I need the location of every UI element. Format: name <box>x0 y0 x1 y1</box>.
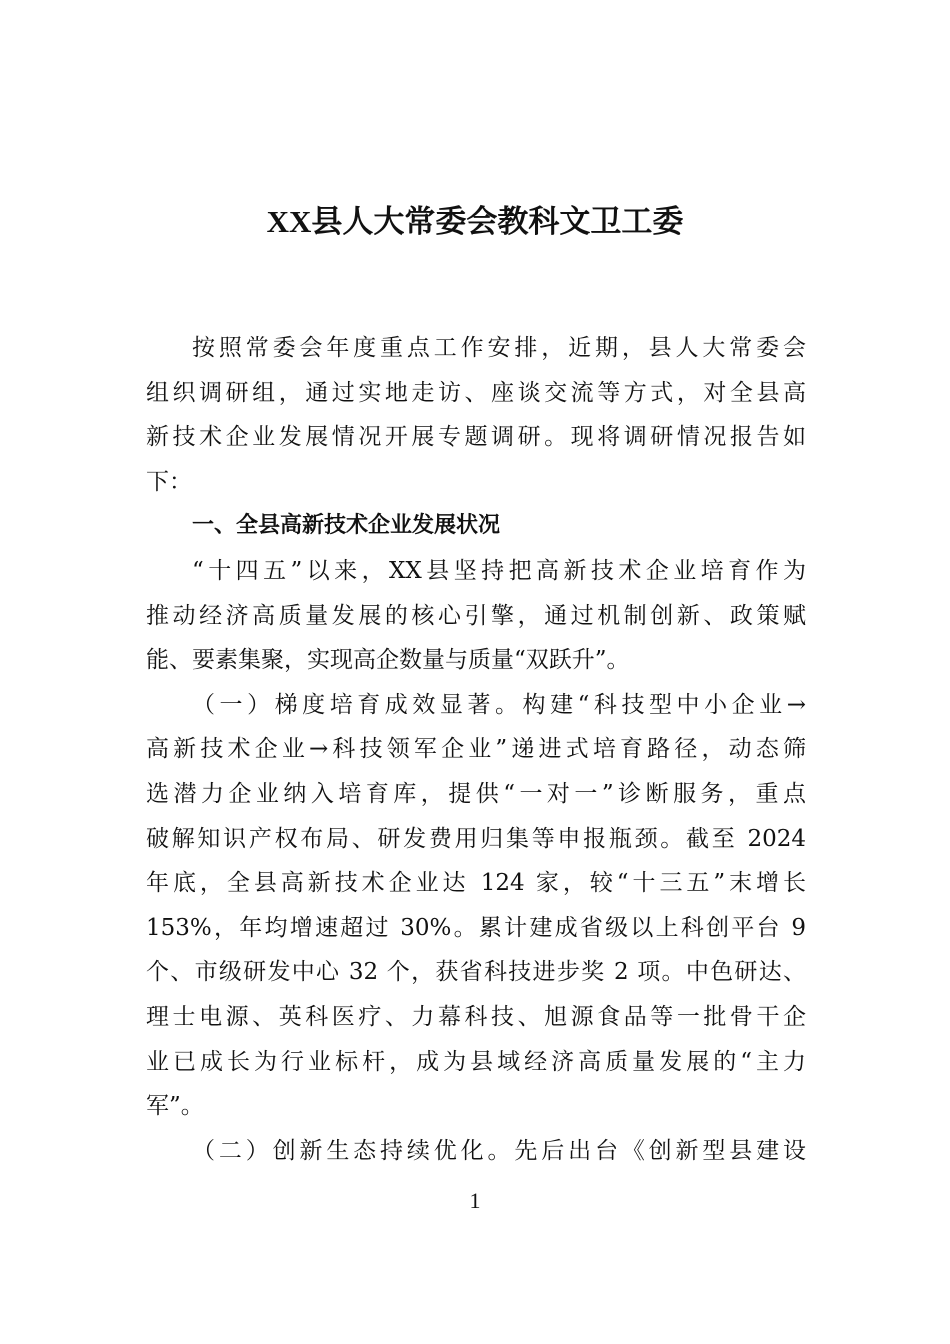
text-line: （二）创新生态持续优化。先后出台《创新型县建设 <box>192 1137 806 1164</box>
text-line: （一）梯度培育成效显著。构建“科技型中小企业→ <box>192 691 806 718</box>
text-line: 选潜力企业纳入培育库，提供“一对一”诊断服务，重点 <box>146 780 806 807</box>
document-body <box>146 326 806 1173</box>
text-line: 军”。 <box>146 1093 204 1120</box>
text-line: 153%，年均增速超过 30%。累计建成省级以上科创平台 9 <box>146 914 806 941</box>
text-line: 高新技术企业→科技领军企业”递进式培育路径，动态筛 <box>146 736 806 763</box>
page-number: 1 <box>469 1188 481 1213</box>
text-line: 按照常委会年度重点工作安排，近期，县人大常委会 <box>192 335 806 361</box>
text-line: 能、要素集聚，实现高企数量与质量“双跃升”。 <box>146 647 630 674</box>
text-line: 理士电源、英科医疗、力幕科技、旭源食品等一批骨干企 <box>146 1003 806 1030</box>
text-line: 业已成长为行业标杆，成为县域经济高质量发展的“主力 <box>146 1048 806 1075</box>
text-line: 破解知识产权布局、研发费用归集等申报瓶颈。截至 2024 <box>146 825 806 852</box>
text-line: 年底，全县高新技术企业达 124 家，较“十三五”末增长 <box>146 870 806 897</box>
section-heading: 一、全县高新技术企业发展状况 <box>192 513 501 539</box>
text-line: “十四五”以来，XX县坚持把高新技术企业培育作为 <box>192 557 806 584</box>
text-line: 新技术企业发展情况开展专题调研。现将调研情况报告如 <box>146 424 806 451</box>
text-line: 下： <box>146 468 192 495</box>
text-line: 个、市级研发中心 32 个，获省科技进步奖 2 项。中色研达、 <box>146 959 806 986</box>
text-line: 推动经济高质量发展的核心引擎，通过机制创新、政策赋 <box>146 602 806 629</box>
document-title: XX县人大常委会教科文卫工委 <box>266 204 684 239</box>
text-line: 组织调研组，通过实地走访、座谈交流等方式，对全县高 <box>146 379 806 406</box>
